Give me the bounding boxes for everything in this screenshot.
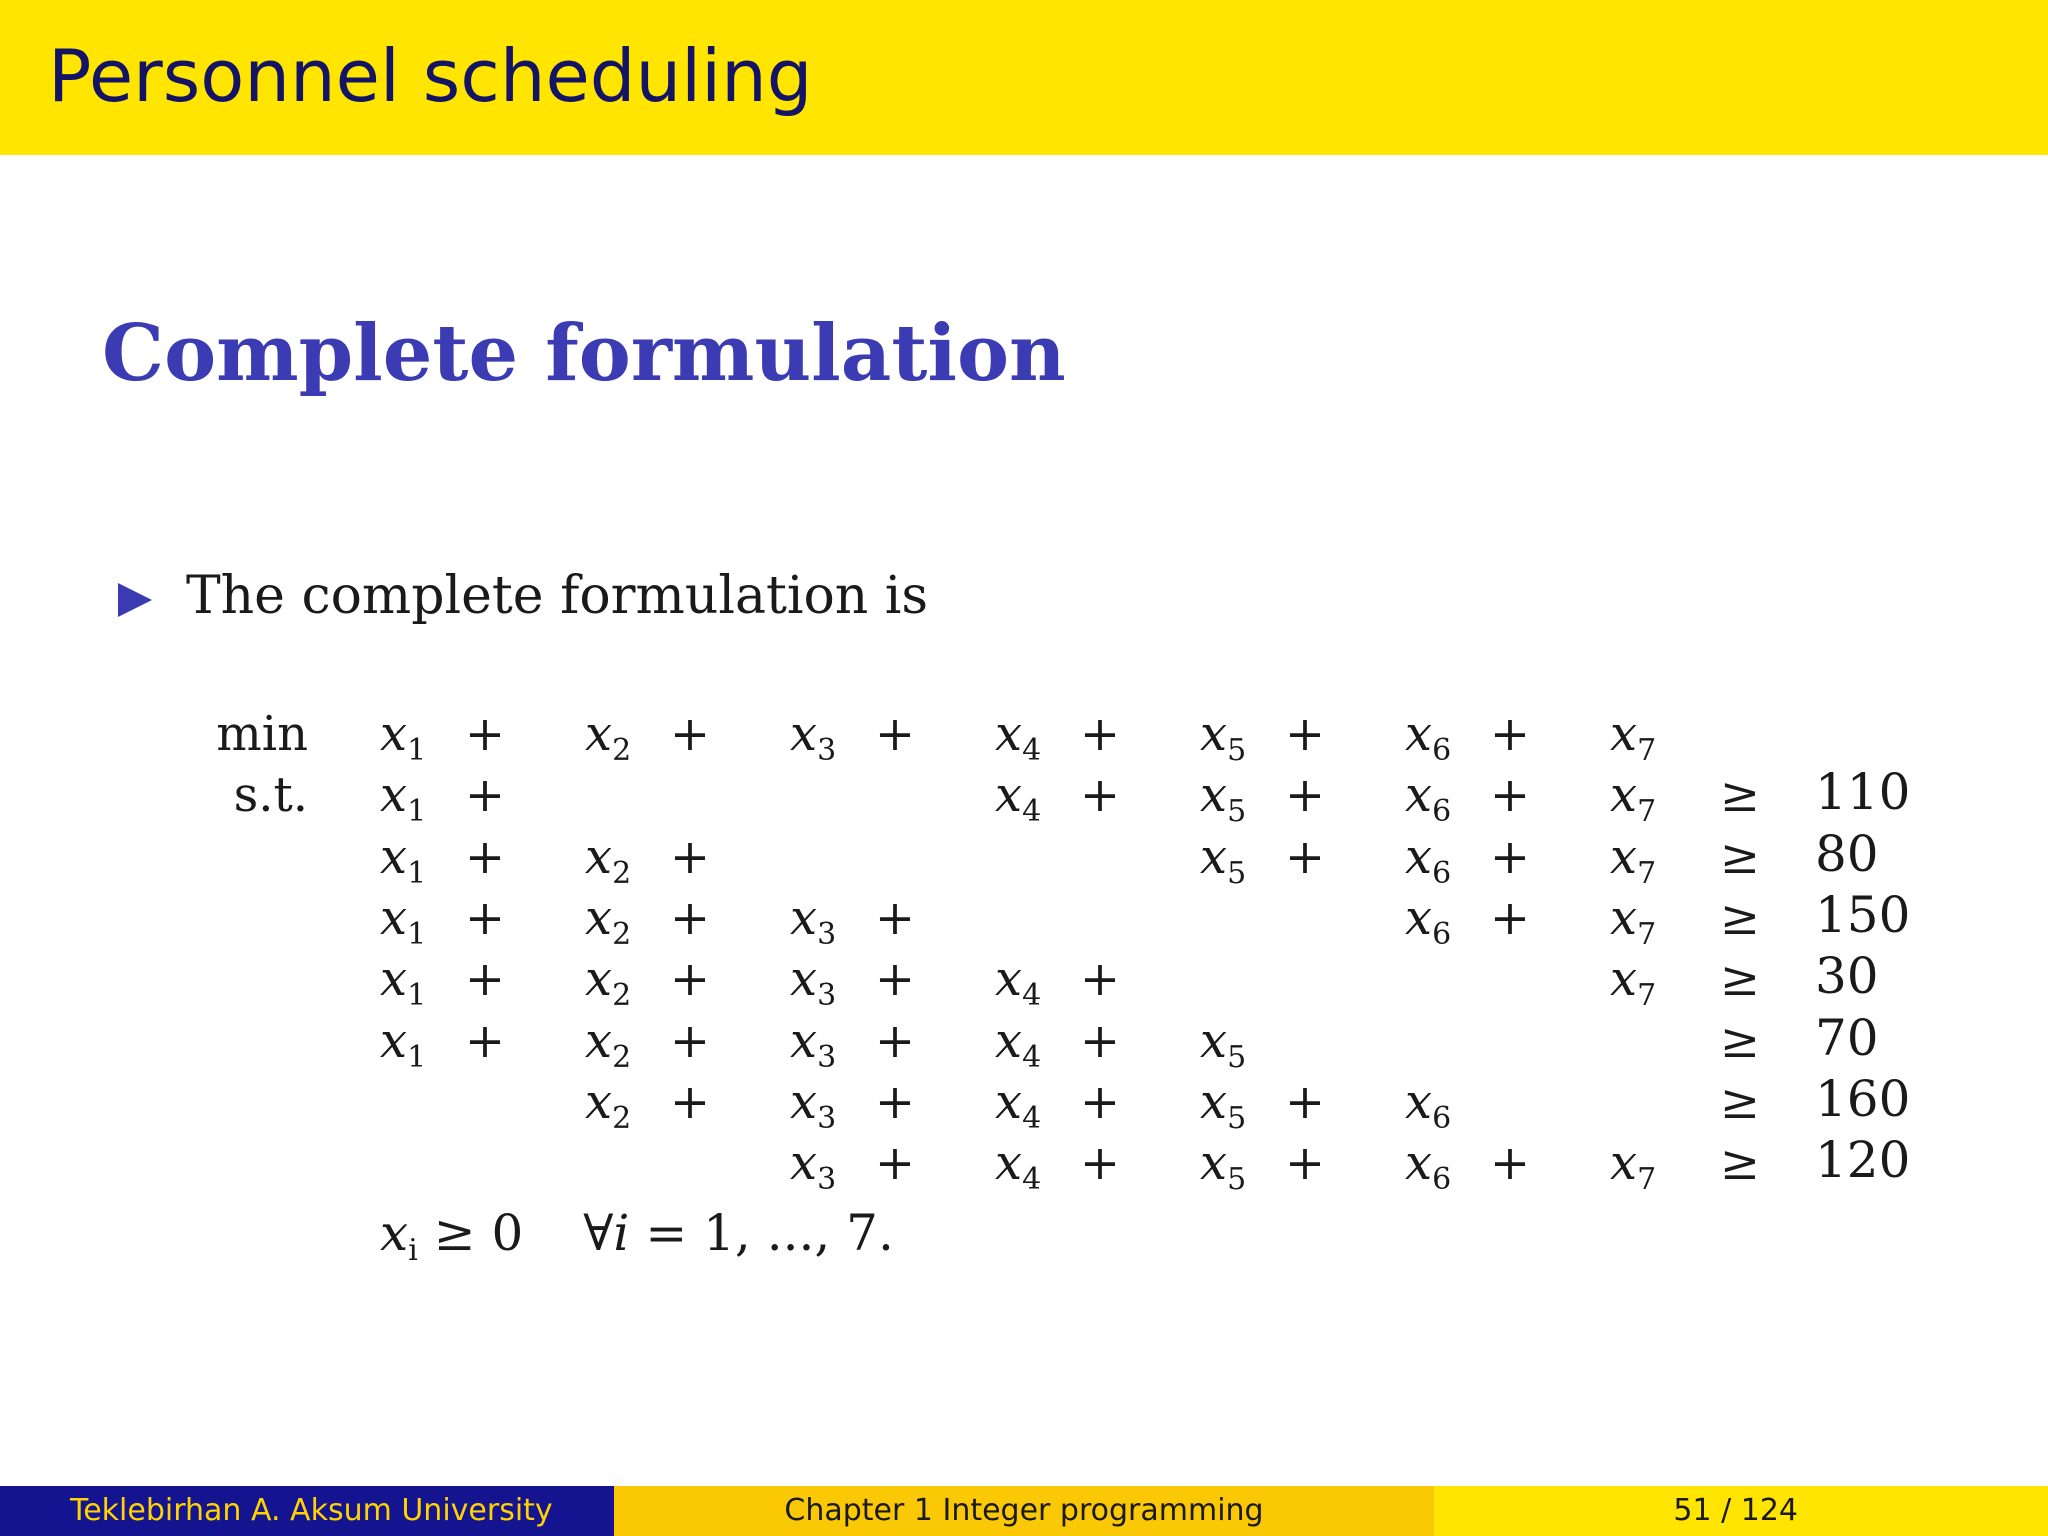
objective-term-x5: $x_5$: [1200, 706, 1247, 768]
footer: [0, 1486, 2048, 1536]
constraint-5-term-plus: +: [874, 1013, 916, 1069]
constraint-2-rhs: 80: [1815, 825, 1879, 883]
constraint-7-term-x4: $x_4$: [995, 1135, 1042, 1197]
constraint-1-term-x7: $x_7$: [1610, 767, 1657, 829]
constraint-4-term-x4: $x_4$: [995, 951, 1042, 1013]
constraint-7-term-x6: $x_6$: [1405, 1135, 1452, 1197]
title-bar: [0, 0, 2048, 155]
nonneg-range: = 1, ..., 7.: [645, 1204, 894, 1262]
objective-label: min: [216, 706, 308, 762]
objective-term-plus: +: [669, 706, 711, 762]
constraint-3-term-plus: +: [874, 890, 916, 946]
forall-symbol: ∀: [583, 1204, 614, 1262]
constraint-6-term-plus: +: [874, 1074, 916, 1130]
constraint-4-term-x3: $x_3$: [790, 951, 837, 1013]
constraint-6-term-x4: $x_4$: [995, 1074, 1042, 1136]
constraint-5-rhs: 70: [1815, 1009, 1879, 1067]
constraint-1-term-x1: $x_1$: [380, 767, 427, 829]
objective-term-x2: $x_2$: [585, 706, 632, 768]
constraint-4-term-plus: +: [464, 951, 506, 1007]
constraint-6-rhs: 160: [1815, 1070, 1911, 1128]
constraint-1-term-plus: +: [1284, 767, 1326, 823]
constraint-1-term-plus: +: [1079, 767, 1121, 823]
constraint-7-term-x7: $x_7$: [1610, 1135, 1657, 1197]
constraint-3-term-x1: $x_1$: [380, 890, 427, 952]
constraint-2-relation: ≥: [1719, 829, 1761, 885]
constraint-1-term-x5: $x_5$: [1200, 767, 1247, 829]
constraint-1-term-plus: +: [1489, 767, 1531, 823]
objective-term-x4: $x_4$: [995, 706, 1042, 768]
constraint-1-rhs: 110: [1815, 763, 1911, 821]
footer-author-text: Teklebirhan A. Aksum University: [70, 1493, 553, 1528]
constraint-3-term-x2: $x_2$: [585, 890, 632, 952]
bullet-text: The complete formulation is: [186, 566, 929, 626]
objective-term-x6: $x_6$: [1405, 706, 1452, 768]
constraint-1-relation: ≥: [1719, 767, 1761, 823]
constraint-5-term-x4: $x_4$: [995, 1013, 1042, 1075]
objective-term-plus: +: [1284, 706, 1326, 762]
constraint-5-term-x1: $x_1$: [380, 1013, 427, 1075]
constraint-5-relation: ≥: [1719, 1013, 1761, 1069]
constraint-7-term-x3: $x_3$: [790, 1135, 837, 1197]
constraint-2-term-plus: +: [669, 829, 711, 885]
constraint-5-term-x2: $x_2$: [585, 1013, 632, 1075]
objective-term-x7: $x_7$: [1610, 706, 1657, 768]
constraint-4-rhs: 30: [1815, 947, 1879, 1005]
constraint-6-term-plus: +: [1284, 1074, 1326, 1130]
nonneg-var: $x_i$: [380, 1204, 418, 1268]
constraint-3-term-plus: +: [464, 890, 506, 946]
constraint-1-term-plus: +: [464, 767, 506, 823]
objective-term-plus: +: [464, 706, 506, 762]
constraint-3-term-plus: +: [1489, 890, 1531, 946]
constraint-2-term-plus: +: [464, 829, 506, 885]
constraint-6-term-x2: $x_2$: [585, 1074, 632, 1136]
constraint-5-term-x5: $x_5$: [1200, 1013, 1247, 1075]
constraint-7-term-x5: $x_5$: [1200, 1135, 1247, 1197]
constraint-4-term-plus: +: [874, 951, 916, 1007]
footer-author: [0, 1486, 614, 1536]
nonnegativity-constraint: [380, 1204, 894, 1268]
constraint-6-relation: ≥: [1719, 1074, 1761, 1130]
triangle-right-icon: [118, 583, 152, 617]
objective-term-plus: +: [1489, 706, 1531, 762]
constraint-2-term-x6: $x_6$: [1405, 829, 1452, 891]
constraint-3-term-x6: $x_6$: [1405, 890, 1452, 952]
constraint-6-term-x3: $x_3$: [790, 1074, 837, 1136]
constraint-4-term-plus: +: [669, 951, 711, 1007]
constraint-2-term-x1: $x_1$: [380, 829, 427, 891]
constraint-5-term-plus: +: [1079, 1013, 1121, 1069]
section-heading: Complete formulation: [102, 308, 1066, 399]
frame-title: Personnel scheduling: [48, 34, 813, 118]
constraint-3-term-x3: $x_3$: [790, 890, 837, 952]
constraint-7-term-plus: +: [1079, 1135, 1121, 1191]
footer-page: [1434, 1486, 2048, 1536]
constraint-5-term-plus: +: [464, 1013, 506, 1069]
constraint-1-term-x4: $x_4$: [995, 767, 1042, 829]
constraint-4-relation: ≥: [1719, 951, 1761, 1007]
constraint-3-term-x7: $x_7$: [1610, 890, 1657, 952]
constraint-7-relation: ≥: [1719, 1135, 1761, 1191]
constraint-7-term-plus: +: [1284, 1135, 1326, 1191]
nonneg-index: i: [613, 1204, 630, 1262]
constraint-3-term-plus: +: [669, 890, 711, 946]
constraint-2-term-x5: $x_5$: [1200, 829, 1247, 891]
constraint-4-term-x1: $x_1$: [380, 951, 427, 1013]
constraint-2-term-x7: $x_7$: [1610, 829, 1657, 891]
constraint-6-term-plus: +: [669, 1074, 711, 1130]
objective-term-plus: +: [874, 706, 916, 762]
constraint-1-term-x6: $x_6$: [1405, 767, 1452, 829]
constraint-4-term-plus: +: [1079, 951, 1121, 1007]
constraint-7-term-plus: +: [874, 1135, 916, 1191]
constraint-5-term-x3: $x_3$: [790, 1013, 837, 1075]
objective-term-plus: +: [1079, 706, 1121, 762]
objective-term-x1: $x_1$: [380, 706, 427, 768]
constraint-4-term-x7: $x_7$: [1610, 951, 1657, 1013]
constraint-7-term-plus: +: [1489, 1135, 1531, 1191]
constraint-5-term-plus: +: [669, 1013, 711, 1069]
constraint-2-term-plus: +: [1489, 829, 1531, 885]
constraint-label: s.t.: [233, 767, 308, 823]
constraint-4-term-x2: $x_2$: [585, 951, 632, 1013]
footer-chapter: Chapter 1 Integer programming: [614, 1486, 1434, 1536]
constraint-6-term-x6: $x_6$: [1405, 1074, 1452, 1136]
constraint-3-rhs: 150: [1815, 886, 1911, 944]
objective-term-x3: $x_3$: [790, 706, 837, 768]
constraint-2-term-plus: +: [1284, 829, 1326, 885]
constraint-3-relation: ≥: [1719, 890, 1761, 946]
footer-page-number: 51 / 124: [1673, 1493, 1798, 1528]
constraint-7-rhs: 120: [1815, 1131, 1911, 1189]
nonneg-lhs: ≥ 0: [433, 1204, 524, 1262]
constraint-6-term-plus: +: [1079, 1074, 1121, 1130]
constraint-2-term-x2: $x_2$: [585, 829, 632, 891]
constraint-6-term-x5: $x_5$: [1200, 1074, 1247, 1136]
